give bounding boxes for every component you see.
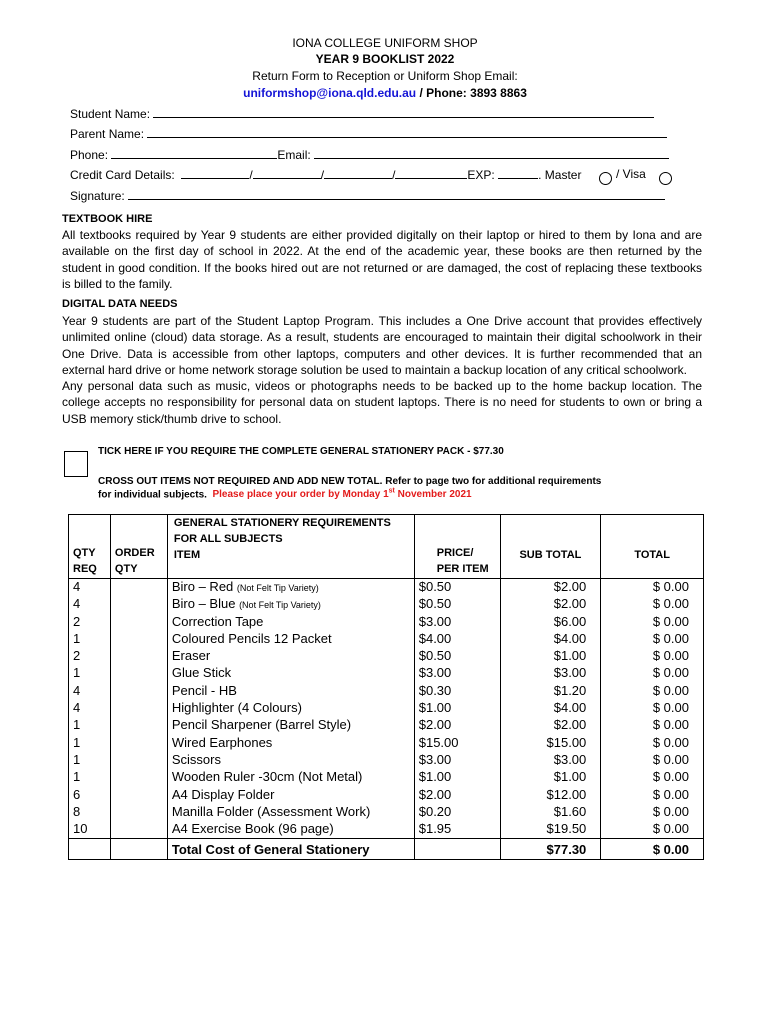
total-cell: $ 0.00: [601, 700, 704, 717]
order-qty-cell[interactable]: [110, 614, 167, 631]
stationery-table: [68, 514, 704, 860]
order-qty-cell[interactable]: [110, 735, 167, 752]
signature-label: Signature:: [70, 189, 129, 203]
price-cell: $0.20: [414, 804, 500, 821]
student-name-field[interactable]: [153, 106, 654, 118]
item-cell: Glue Stick: [167, 665, 414, 682]
order-qty-cell[interactable]: [110, 596, 167, 613]
total-cell: $ 0.00: [601, 579, 704, 597]
item-cell: Eraser: [167, 648, 414, 665]
master-radio[interactable]: [599, 172, 612, 185]
digital-data-heading: DIGITAL DATA NEEDS: [62, 298, 178, 310]
total-cell: $ 0.00: [601, 752, 704, 769]
cc-field-2[interactable]: [253, 167, 321, 179]
qty-cell: 4: [69, 596, 111, 613]
total-cell: $ 0.00: [601, 787, 704, 804]
subtotal-cell: $6.00: [500, 614, 601, 631]
header-qty: QTY REQ: [69, 515, 111, 579]
footer-qty-empty: [69, 839, 111, 860]
tick-label: TICK HERE IF YOU REQUIRE THE COMPLETE GENERAL STATIONERY PACK - $77.30: [98, 446, 504, 457]
item-cell: Coloured Pencils 12 Packet: [167, 631, 414, 648]
qty-cell: 1: [69, 752, 111, 769]
cc-field-4[interactable]: [395, 167, 467, 179]
total-cell: $ 0.00: [601, 596, 704, 613]
subtotal-cell: $1.00: [500, 648, 601, 665]
table-row: [69, 579, 704, 597]
subtotal-cell: $2.00: [500, 717, 601, 734]
exp-field[interactable]: [498, 167, 538, 179]
subtotal-cell: $4.00: [500, 700, 601, 717]
price-cell: $3.00: [414, 614, 500, 631]
return-instructions: Return Form to Reception or Uniform Shop Email:: [252, 69, 518, 83]
subtotal-cell: $1.60: [500, 804, 601, 821]
qty-cell: 8: [69, 804, 111, 821]
textbook-hire-heading: TEXTBOOK HIRE: [62, 213, 153, 225]
qty-cell: 10: [69, 821, 111, 839]
qty-cell: 4: [69, 683, 111, 700]
item-cell: Scissors: [167, 752, 414, 769]
parent-name-row: [70, 126, 667, 141]
textbook-hire-body: All textbooks required by Year 9 students are either provided digitally on their laptop or hired to them by Iona and are available on the first day of school in 2022. At the end of the academic year, these books are then returned by the student in good condition. If the books hired out are not returned or are damaged, the cost of replacing these textbooks is billed to the family.: [62, 228, 702, 291]
stationery-pack-checkbox[interactable]: [64, 451, 88, 477]
cc-field-3[interactable]: [324, 167, 392, 179]
item-cell: Biro – Red (Not Felt Tip Variety): [167, 579, 414, 597]
table-row: [69, 665, 704, 682]
phone-email-row: [70, 147, 669, 162]
price-cell: $15.00: [414, 735, 500, 752]
item-cell: Pencil - HB: [167, 683, 414, 700]
email-label: Email:: [277, 148, 315, 162]
master-label: . Master: [538, 168, 582, 182]
visa-radio[interactable]: [659, 172, 672, 185]
credit-card-label: Credit Card Details:: [70, 168, 175, 182]
price-cell: $2.00: [414, 717, 500, 734]
price-cell: $1.00: [414, 769, 500, 786]
booklist-title: YEAR 9 BOOKLIST 2022: [315, 52, 455, 66]
qty-cell: 6: [69, 787, 111, 804]
price-cell: $1.00: [414, 700, 500, 717]
subtotal-cell: $3.00: [500, 752, 601, 769]
header-order: ORDER QTY: [110, 515, 167, 579]
order-qty-cell[interactable]: [110, 579, 167, 597]
footer-order-empty: [110, 839, 167, 860]
order-deadline: Please place your order by Monday 1st November 2021: [212, 488, 472, 501]
price-cell: $0.50: [414, 648, 500, 665]
header-item: GENERAL STATIONERY REQUIREMENTS FOR ALL SUBJECTS ITEM: [167, 515, 414, 579]
item-cell: Biro – Blue (Not Felt Tip Variety): [167, 596, 414, 613]
signature-row: [70, 188, 665, 203]
total-cell: $ 0.00: [601, 665, 704, 682]
subtotal-cell: $15.00: [500, 735, 601, 752]
subtotal-cell: $2.00: [500, 596, 601, 613]
footer-label: Total Cost of General Stationery: [167, 839, 414, 860]
price-cell: $1.95: [414, 821, 500, 839]
order-qty-cell[interactable]: [110, 752, 167, 769]
total-cell: $ 0.00: [601, 821, 704, 839]
subtotal-cell: $1.00: [500, 769, 601, 786]
total-cell: $ 0.00: [601, 769, 704, 786]
shop-title: IONA COLLEGE UNIFORM SHOP: [292, 36, 478, 50]
price-cell: $3.00: [414, 665, 500, 682]
price-cell: $0.50: [414, 596, 500, 613]
email-link[interactable]: uniformshop@iona.qld.edu.au: [243, 86, 417, 100]
subtotal-cell: $2.00: [500, 579, 601, 597]
student-name-label: Student Name:: [70, 107, 154, 121]
credit-card-row: Credit Card Details: / / / EXP: . Master: [70, 168, 582, 182]
total-cell: $ 0.00: [601, 614, 704, 631]
item-cell: Manilla Folder (Assessment Work): [167, 804, 414, 821]
parent-name-label: Parent Name:: [70, 127, 148, 141]
table-row: [69, 821, 704, 839]
subtotal-cell: $12.00: [500, 787, 601, 804]
phone-label: Phone:: [70, 148, 112, 162]
qty-cell: 1: [69, 735, 111, 752]
order-qty-cell[interactable]: [110, 769, 167, 786]
email-field[interactable]: [314, 147, 669, 159]
footer-price-empty: [414, 839, 500, 860]
price-cell: $0.30: [414, 683, 500, 700]
price-cell: $4.00: [414, 631, 500, 648]
subtotal-cell: $4.00: [500, 631, 601, 648]
contact-line: [0, 86, 770, 100]
footer-subtotal: $77.30: [500, 839, 601, 860]
qty-cell: 1: [69, 769, 111, 786]
phone-field[interactable]: [111, 147, 277, 159]
item-cell: A4 Exercise Book (96 page): [167, 821, 414, 839]
qty-cell: 4: [69, 579, 111, 597]
phone-text: / Phone: 3893 8863: [416, 86, 527, 100]
total-cell: $ 0.00: [601, 717, 704, 734]
item-cell: Wooden Ruler -30cm (Not Metal): [167, 769, 414, 786]
order-qty-cell[interactable]: [110, 683, 167, 700]
item-cell: Pencil Sharpener (Barrel Style): [167, 717, 414, 734]
order-qty-cell[interactable]: [110, 717, 167, 734]
table-row: [69, 614, 704, 631]
total-cell: $ 0.00: [601, 648, 704, 665]
qty-cell: 1: [69, 631, 111, 648]
table-row: [69, 752, 704, 769]
visa-label: / Visa: [616, 167, 646, 181]
item-cell: A4 Display Folder: [167, 787, 414, 804]
order-qty-cell[interactable]: [110, 700, 167, 717]
signature-field[interactable]: [128, 188, 665, 200]
total-cell: $ 0.00: [601, 683, 704, 700]
total-cell: $ 0.00: [601, 804, 704, 821]
table-row: [69, 596, 704, 613]
order-qty-cell[interactable]: [110, 804, 167, 821]
digital-data-body: Year 9 students are part of the Student Laptop Program. This includes a One Drive account that provides effectively unlimited online (cloud) data storage. As a result, students are encouraged to maintain their digital schoolwork in their One Drive. Data is accessible from other laptops, computers and other devices. It is further recommended that an external hard drive or home network storage solution be used to maintain a backup location of any critical schoolwork. Any personal data such as music, videos or photographs needs to be backed up to the home backup location. The college accepts no responsibility for personal data on student laptops. There is no need for students to own or bring a USB memory stick/thumb drive to school.: [62, 314, 702, 426]
total-cell: $ 0.00: [601, 631, 704, 648]
header-subtotal: SUB TOTAL: [500, 515, 601, 579]
header-total: TOTAL: [601, 515, 704, 579]
cc-field-1[interactable]: [181, 167, 249, 179]
price-cell: $0.50: [414, 579, 500, 597]
cross-out-instructions: CROSS OUT ITEMS NOT REQUIRED AND ADD NEW TOTAL. Refer to page two for additional requirements: [98, 476, 602, 487]
qty-cell: 4: [69, 700, 111, 717]
qty-cell: 2: [69, 614, 111, 631]
item-cell: Correction Tape: [167, 614, 414, 631]
subtotal-cell: $1.20: [500, 683, 601, 700]
item-cell: Highlighter (4 Colours): [167, 700, 414, 717]
order-qty-cell[interactable]: [110, 821, 167, 839]
total-cell: $ 0.00: [601, 735, 704, 752]
exp-label: EXP:: [467, 168, 495, 182]
table-row: [69, 683, 704, 700]
price-cell: $2.00: [414, 787, 500, 804]
item-cell: Wired Earphones: [167, 735, 414, 752]
order-qty-cell[interactable]: [110, 787, 167, 804]
table-row: [69, 648, 704, 665]
table-row: [69, 631, 704, 648]
footer-total: $ 0.00: [601, 839, 704, 860]
subtotal-cell: $19.50: [500, 821, 601, 839]
order-qty-cell[interactable]: [110, 648, 167, 665]
qty-cell: 1: [69, 717, 111, 734]
order-qty-cell[interactable]: [110, 665, 167, 682]
table-row: [69, 735, 704, 752]
table-row: [69, 769, 704, 786]
table-row: [69, 700, 704, 717]
qty-cell: 2: [69, 648, 111, 665]
table-row: [69, 787, 704, 804]
table-row: [69, 717, 704, 734]
header-price: PRICE/ PER ITEM: [414, 515, 500, 579]
cross-out-instructions-2: for individual subjects. Please place your order by Monday 1st November 2021: [98, 488, 472, 501]
order-qty-cell[interactable]: [110, 631, 167, 648]
price-cell: $3.00: [414, 752, 500, 769]
subtotal-cell: $3.00: [500, 665, 601, 682]
student-name-row: [70, 106, 654, 121]
table-row: [69, 804, 704, 821]
parent-name-field[interactable]: [147, 126, 667, 138]
qty-cell: 1: [69, 665, 111, 682]
